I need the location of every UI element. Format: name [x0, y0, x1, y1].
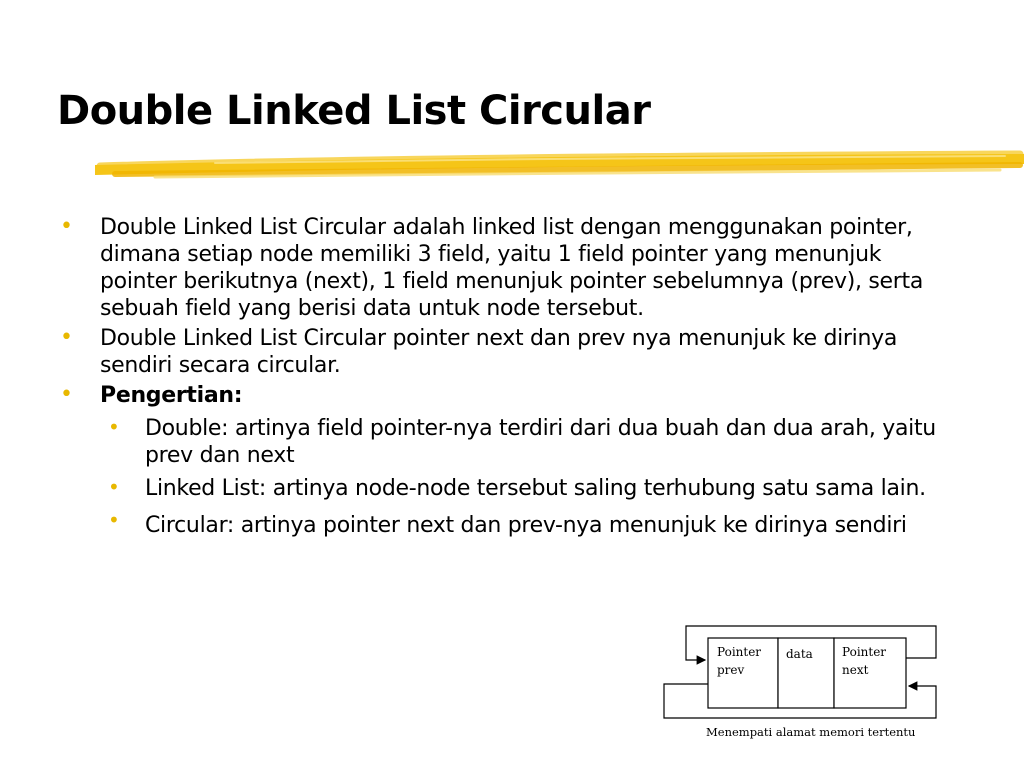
bullet-dot-icon: • — [60, 214, 73, 239]
sub-bullet-item — [60, 475, 960, 502]
slide-title: Double Linked List Circular — [57, 88, 651, 134]
prev-cell-label-line1: Pointer — [717, 645, 762, 659]
bullet-item — [60, 325, 960, 379]
diagram-caption: Menempati alamat memori tertentu — [706, 725, 916, 739]
next-cell-label-line2: next — [842, 663, 869, 677]
bullet-text: Double Linked List Circular pointer next dan prev nya menunjuk ke dirinya sendiri secara circular. — [100, 326, 898, 378]
bullet-dot-icon: • — [108, 508, 120, 532]
title-underline-brush — [95, 150, 1024, 190]
sub-bullet-item — [60, 415, 960, 469]
bullet-item — [60, 214, 960, 322]
sub-bullet-text: Linked List: artinya node-node tersebut saling terhubung satu sama lain. — [145, 476, 926, 501]
sub-bullet-text: Double: artinya field pointer-nya terdiri dari dua buah dan dua arah, yaitu prev dan next — [145, 416, 936, 468]
bullet-list — [60, 214, 960, 549]
bullet-dot-icon: • — [108, 415, 120, 439]
sub-bullet-text: Circular: artinya pointer next dan prev-nya menunjuk ke dirinya sendiri — [145, 513, 907, 538]
bullet-dot-icon: • — [108, 475, 120, 499]
bullet-text: Double Linked List Circular adalah linked list dengan menggunakan pointer, dimana setiap node memiliki 3 field, yaitu 1 field pointer yang menunjuk pointer berikutnya (next), 1 field menunjuk pointer sebelumnya (prev), serta sebuah field yang berisi data untuk node tersebut. — [100, 215, 924, 321]
data-cell-label: data — [786, 647, 813, 661]
next-cell-label-line1: Pointer — [842, 645, 887, 659]
node-diagram — [660, 624, 950, 748]
bullet-item — [60, 382, 960, 409]
prev-cell-label-line2: prev — [717, 663, 745, 677]
bullet-dot-icon: • — [60, 325, 73, 350]
sub-bullet-item — [60, 508, 960, 543]
bullet-dot-icon: • — [60, 382, 73, 407]
bullet-text-bold: Pengertian: — [100, 383, 243, 408]
